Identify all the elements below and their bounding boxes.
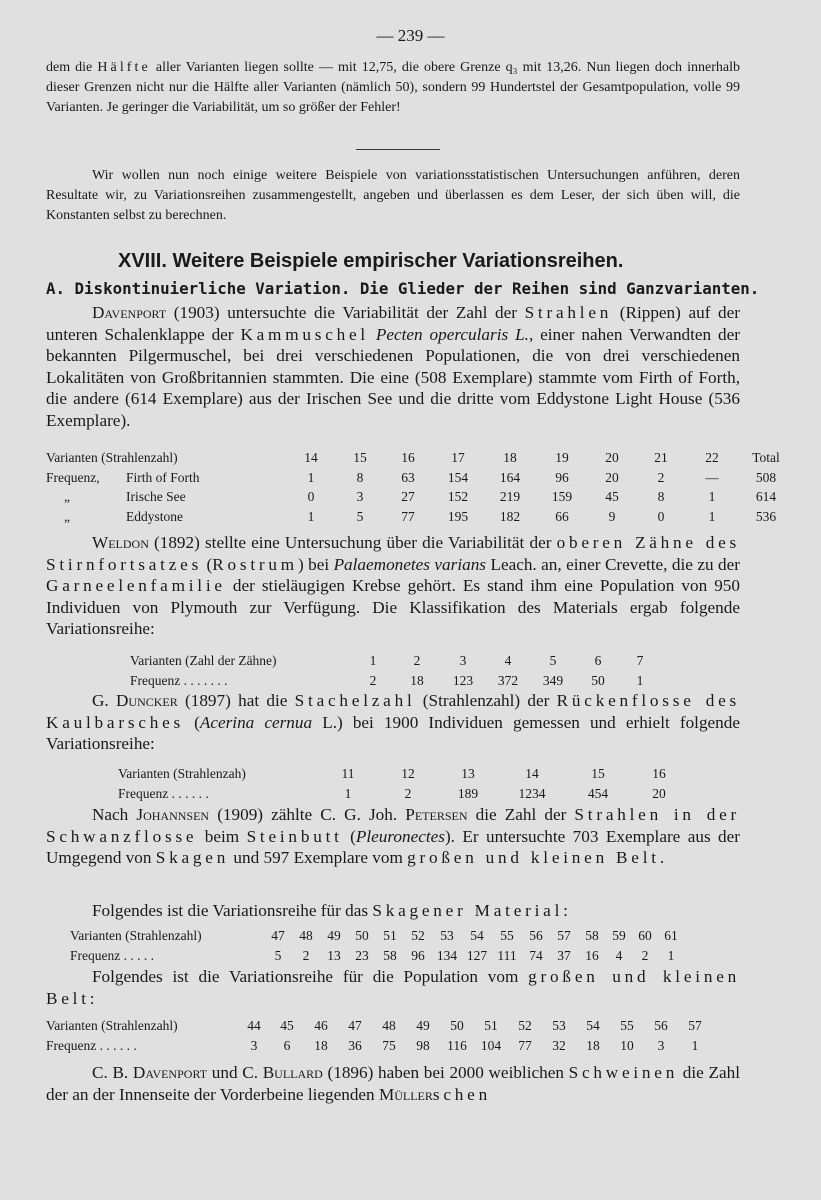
text-run: Garneelenfamilie xyxy=(46,576,226,596)
table-cell: 4 xyxy=(504,653,512,668)
table-cell: 75 xyxy=(382,1037,396,1053)
text-run: Davenport xyxy=(132,1063,208,1082)
table-cell: 96 xyxy=(411,947,425,963)
table-cell: „ xyxy=(64,489,70,504)
table-cell: 63 xyxy=(401,469,415,485)
text-run: Leach. an, einer Crevette, die zu der xyxy=(486,554,740,574)
table-cell: 5 xyxy=(549,653,557,668)
text-run: Davenport xyxy=(92,303,167,322)
table-cell: 1 xyxy=(369,653,377,668)
table-cell: Frequenz . . . . . xyxy=(70,947,154,963)
table-cell: 3 xyxy=(657,1037,665,1053)
text-run: die Zahl der xyxy=(467,805,575,824)
table-cell: 1 xyxy=(307,469,315,485)
text-run: Johannsen xyxy=(136,805,210,824)
text-run: : xyxy=(89,988,95,1008)
table-cell: 16 xyxy=(401,450,415,465)
text-run: ( xyxy=(202,554,213,574)
table-cell: 2 xyxy=(302,947,310,963)
skagen-intro xyxy=(46,900,740,922)
table-pecten xyxy=(46,448,794,526)
subsection-heading: A. Diskontinuierliche Variation. Die Glieder der Reihen sind Ganzvarianten. xyxy=(46,279,760,298)
table-cell: 45 xyxy=(280,1018,294,1033)
table-header-row xyxy=(46,448,794,468)
text-run: G. xyxy=(92,691,116,710)
table-cell: 36 xyxy=(348,1037,362,1053)
text-run: und 597 Exemplare vom xyxy=(229,848,408,868)
table-cell: 164 xyxy=(499,469,521,485)
table-cell: 77 xyxy=(518,1037,532,1053)
table-cell: 1 xyxy=(708,508,716,524)
rich-paragraph xyxy=(46,1062,740,1105)
rich-paragraph xyxy=(46,302,740,432)
table-cell: 96 xyxy=(555,469,569,485)
rich-paragraph xyxy=(46,532,740,640)
table-acerina xyxy=(118,764,688,803)
table-row xyxy=(118,784,688,804)
belt-intro xyxy=(46,966,740,1009)
text-run: (1897) hat die xyxy=(177,691,295,710)
table-cell: 508 xyxy=(755,469,777,485)
table-cell: 13 xyxy=(327,947,341,963)
table-cell: 47 xyxy=(348,1018,362,1033)
table-cell: Frequenz . . . . . . . xyxy=(130,672,228,688)
table-cell: 3 xyxy=(356,489,364,504)
table-cell: 1 xyxy=(691,1037,699,1053)
table-cell: 21 xyxy=(654,450,668,465)
table-cell: 66 xyxy=(555,508,569,524)
table-cell: 16 xyxy=(585,947,599,963)
text-run: dem die xyxy=(46,60,98,75)
table-cell: 349 xyxy=(542,672,564,688)
table-cell: 74 xyxy=(529,947,543,963)
table-cell: 18 xyxy=(410,672,424,688)
text-run: Skagener Material xyxy=(372,901,564,920)
table-row xyxy=(46,487,794,507)
table-cell: 3 xyxy=(459,653,467,668)
text-run: Kammuschel xyxy=(240,324,369,344)
rich-paragraph xyxy=(46,166,740,226)
table-cell: Eddystone xyxy=(126,508,183,524)
section-divider xyxy=(356,149,440,150)
table-row xyxy=(46,468,794,488)
text-run: Rostrum xyxy=(212,554,298,574)
page-number: — 239 — xyxy=(376,26,445,45)
table-cell: 2 xyxy=(369,672,377,688)
table-cell: 55 xyxy=(620,1018,634,1033)
table-cell: 13 xyxy=(461,766,475,781)
table-cell: — xyxy=(705,469,719,485)
table-cell: 2 xyxy=(641,947,649,963)
text-run: (1903) untersuchte die Variabilität der Zahl der xyxy=(166,303,525,322)
text-run: Petersen xyxy=(405,805,468,824)
table-cell: 2 xyxy=(404,785,412,801)
table-cell: 127 xyxy=(466,947,488,963)
table-cell: 7 xyxy=(636,653,644,668)
table-cell: 0 xyxy=(657,508,665,524)
text-run: ) bei xyxy=(297,554,334,574)
table-cell: 12 xyxy=(401,766,415,781)
table-cell: 123 xyxy=(452,672,474,688)
table-cell: 20 xyxy=(605,469,619,485)
table-cell: 50 xyxy=(355,928,369,943)
table-cell: 8 xyxy=(657,489,665,504)
table-cell: 116 xyxy=(447,1037,467,1053)
davenport-paragraph xyxy=(46,302,740,432)
table-cell: 3 xyxy=(250,1037,258,1053)
text-run: Pecten opercularis L. xyxy=(375,324,529,344)
text-run: Folgendes ist die Variationsreihe für die Population vom xyxy=(92,967,529,986)
text-run: Rückenflosse des Kaulbarsches xyxy=(46,691,740,732)
table-cell: 14 xyxy=(304,450,318,465)
table-cell: 56 xyxy=(654,1018,668,1033)
table-cell: 454 xyxy=(587,785,609,801)
text-run: Duncker xyxy=(116,691,178,710)
text-run: schen xyxy=(432,1084,491,1104)
rich-paragraph xyxy=(46,966,740,1009)
bullard-paragraph xyxy=(46,1062,740,1105)
table-cell: 159 xyxy=(551,489,573,504)
table-row xyxy=(70,946,684,966)
table-cell: 45 xyxy=(605,489,619,504)
rich-paragraph xyxy=(46,804,740,869)
table-cell: 152 xyxy=(447,489,469,504)
table-cell: 52 xyxy=(411,928,425,943)
table-cell: Irische See xyxy=(126,489,186,504)
table-cell: 0 xyxy=(307,489,315,504)
table-cell: 57 xyxy=(557,928,571,943)
table-cell: 1234 xyxy=(518,785,546,801)
weldon-paragraph xyxy=(46,532,740,640)
table-cell: 5 xyxy=(274,947,282,963)
table-cell: 1 xyxy=(636,672,644,688)
table-cell: 1 xyxy=(708,489,716,504)
text-run: Stachelzahl xyxy=(294,691,416,710)
text-run: Steinbutt xyxy=(246,826,343,846)
table-cell: 51 xyxy=(484,1018,498,1033)
text-run: Pleuronectes xyxy=(355,826,445,846)
table-cell: 6 xyxy=(283,1037,291,1053)
table-row xyxy=(46,507,794,527)
table-cell: Total xyxy=(752,450,780,465)
table-cell: 1 xyxy=(307,508,315,524)
table-cell: 59 xyxy=(612,928,626,943)
table-cell: 14 xyxy=(525,766,539,781)
text-run: ). Er untersuchte 703 Exemplare aus der Umgegend von xyxy=(46,826,741,868)
text-run: Strahlen xyxy=(524,303,613,322)
table-cell: 61 xyxy=(664,928,678,943)
text-run: (1892) stellte eine Untersuchung über die Variabilität der xyxy=(148,533,557,552)
table-cell: 372 xyxy=(497,672,519,688)
table-cell: 134 xyxy=(436,947,458,963)
table-cell: Frequenz . . . . . . xyxy=(118,785,209,801)
text-run: Hälfte xyxy=(97,60,151,75)
table-cell: 8 xyxy=(356,469,364,485)
text-run: : xyxy=(563,901,568,920)
table-cell: 536 xyxy=(755,508,777,524)
table-cell: 77 xyxy=(401,508,415,524)
rich-paragraph xyxy=(46,58,740,118)
table-cell: 15 xyxy=(353,450,367,465)
text-run: oberen Zähne des Stirnfortsatzes xyxy=(46,533,740,574)
intro-paragraph-2 xyxy=(46,166,740,226)
text-run: . xyxy=(659,848,665,868)
table-cell: 1 xyxy=(344,785,352,801)
table-cell: 23 xyxy=(355,947,369,963)
text-run: beim xyxy=(197,826,247,846)
table-cell: 15 xyxy=(591,766,605,781)
table-cell: 1 xyxy=(667,947,675,963)
table-cell: Firth of Forth xyxy=(126,469,200,485)
table-cell: 6 xyxy=(594,653,602,668)
table-cell: 20 xyxy=(605,450,619,465)
table-cell: 27 xyxy=(401,489,415,504)
table-cell: 189 xyxy=(457,785,479,801)
table-cell: 48 xyxy=(299,928,313,943)
table-cell: 57 xyxy=(688,1018,702,1033)
rich-paragraph xyxy=(46,690,740,755)
table-cell: Varianten (Strahlenzahl) xyxy=(46,450,178,465)
table-cell: 17 xyxy=(451,450,465,465)
table-row xyxy=(46,1036,712,1056)
table-cell: 195 xyxy=(447,508,469,524)
table-cell: Varianten (Strahlenzahl) xyxy=(70,928,202,943)
johannsen-paragraph xyxy=(46,804,740,869)
table-cell: 19 xyxy=(555,450,569,465)
text-run: (Rippen) auf der unteren Schalenklappe der xyxy=(46,303,740,344)
table-cell: 44 xyxy=(247,1018,261,1033)
table-cell: 11 xyxy=(341,766,355,781)
table-cell: Varianten (Strahlenzah) xyxy=(118,766,246,781)
table-cell: 18 xyxy=(586,1037,600,1053)
table-cell: Frequenz . . . . . . xyxy=(46,1037,137,1053)
table-cell: 182 xyxy=(499,508,521,524)
table-cell: Varianten (Strahlenzahl) xyxy=(46,1018,178,1033)
text-run: Palaemonetes varians xyxy=(333,554,486,574)
table-belt xyxy=(46,1016,712,1055)
text-run: ( xyxy=(184,712,200,732)
text-run: Nach xyxy=(92,805,137,824)
text-run: L.) bei 1900 Individuen gemessen und erhielt folgende Variationsreihe: xyxy=(46,712,740,754)
table-cell: 219 xyxy=(499,489,521,504)
text-run: Müller xyxy=(378,1084,433,1104)
table-cell: 4 xyxy=(615,947,623,963)
section-heading: XVIII. Weitere Beispiele empirischer Variationsreihen. xyxy=(118,250,624,272)
table-cell: 37 xyxy=(557,947,571,963)
text-run: ( xyxy=(342,826,356,846)
table-cell: 154 xyxy=(447,469,469,485)
table-cell: 2 xyxy=(657,469,665,485)
table-cell: 32 xyxy=(552,1037,566,1053)
duncker-paragraph xyxy=(46,690,740,755)
table-cell: 104 xyxy=(480,1037,502,1053)
text-run: Skagen xyxy=(155,848,230,868)
table-cell: Frequenz, xyxy=(46,469,100,485)
table-cell: 51 xyxy=(383,928,397,943)
text-run xyxy=(369,325,376,344)
text-run: großen und kleinen Belt xyxy=(407,848,660,868)
table-header-row xyxy=(70,926,684,946)
table-cell: 50 xyxy=(450,1018,464,1033)
rich-paragraph xyxy=(46,900,740,922)
text-run: Schweinen xyxy=(568,1063,679,1082)
table-cell: 18 xyxy=(314,1037,328,1053)
table-cell: 111 xyxy=(497,947,517,963)
text-run: Wir wollen nun noch einige weitere Beispiele von variationsstatistischen Untersuchungen anführen, deren Resultate wir, zu Variationsreihen zusammengestellt, angeben und überlassen es dem Leser, der sich üben will, die Konstanten selbst zu berechnen. xyxy=(46,168,740,223)
table-cell: 50 xyxy=(591,672,605,688)
table-cell: 5 xyxy=(356,508,364,524)
table-cell: 48 xyxy=(382,1018,396,1033)
table-cell: 54 xyxy=(586,1018,600,1033)
table-cell: 9 xyxy=(608,508,616,524)
table-cell: 49 xyxy=(416,1018,430,1033)
text-run: (1909) zählte C. G. Joh. xyxy=(209,805,406,824)
text-run: Weldon xyxy=(92,533,149,552)
table-cell: 58 xyxy=(383,947,397,963)
text-run: und C. xyxy=(207,1063,263,1082)
table-cell: 53 xyxy=(440,928,454,943)
table-cell: 47 xyxy=(271,928,285,943)
table-cell: 16 xyxy=(652,766,666,781)
intro-paragraph-1 xyxy=(46,58,740,118)
text-run: (1896) haben bei 2000 weiblichen xyxy=(322,1063,569,1082)
text-run: der stieläugigen Krebse gehört. Es stand ihm eine Population von 950 Individuen von Plymouth zur Verfügung. Die Klassifikation des Materials ergab folgende Variationsreihe: xyxy=(46,576,740,639)
table-cell: 54 xyxy=(470,928,484,943)
text-run: die Zahl der an der Innenseite der Vorderbeine liegenden xyxy=(46,1063,740,1104)
table-cell: 55 xyxy=(500,928,514,943)
table-cell: 60 xyxy=(638,928,652,943)
table-cell: 46 xyxy=(314,1018,328,1033)
table-palaemonetes xyxy=(130,651,660,690)
table-cell: 20 xyxy=(652,785,666,801)
table-cell: 58 xyxy=(585,928,599,943)
text-run: großen und kleinen Belt xyxy=(46,967,740,1008)
table-header-row xyxy=(130,651,660,671)
table-cell: 22 xyxy=(705,450,719,465)
table-header-row xyxy=(46,1016,712,1036)
table-cell: 56 xyxy=(529,928,543,943)
table-cell: 49 xyxy=(327,928,341,943)
text-run: C. B. xyxy=(92,1063,133,1082)
table-cell: 614 xyxy=(755,489,777,504)
table-cell: 10 xyxy=(620,1037,634,1053)
text-run: Strahlen in der Schwanzflosse xyxy=(46,805,741,846)
table-header-row xyxy=(118,764,688,784)
text-run: , einer nahen Verwandten der bekannten Pilgermuschel, bei drei verschiedenen Populationen, die von drei verschiedenen Lokalitäten von Großbritannien stammten. Die eine (508 Exemplare) stammte vom Firth of Forth, die andere (614 Exemplare) aus der Irischen See und die dritte vom Eddystone Light House (536 Exemplare). xyxy=(46,324,740,430)
table-cell: Varianten (Zahl der Zähne) xyxy=(130,653,277,668)
text-run: Folgendes ist die Variationsreihe für das xyxy=(92,901,373,920)
table-cell: 2 xyxy=(413,653,421,668)
table-row xyxy=(130,671,660,691)
table-cell: 18 xyxy=(503,450,517,465)
text-run: (Strahlenzahl) der xyxy=(415,691,557,710)
text-run: aller Varianten liegen sollte — mit 12,75, die obere Grenze q₃ mit 13,26. Nun liegen doch innerhalb dieser Grenzen nicht nur die Hälfte aller Varianten (nämlich 50), sondern 99 Hundertstel der Gesamtpopulation, volle 99 Varianten. Je geringer die Variabilität, um so größer der Fehler! xyxy=(46,60,740,115)
table-cell: 53 xyxy=(552,1018,566,1033)
table-cell: „ xyxy=(64,508,70,524)
text-run: Acerina cernua xyxy=(199,712,313,732)
table-skagen xyxy=(70,926,684,965)
text-run: Bullard xyxy=(262,1063,323,1082)
table-cell: 98 xyxy=(416,1037,430,1053)
table-cell: 52 xyxy=(518,1018,532,1033)
